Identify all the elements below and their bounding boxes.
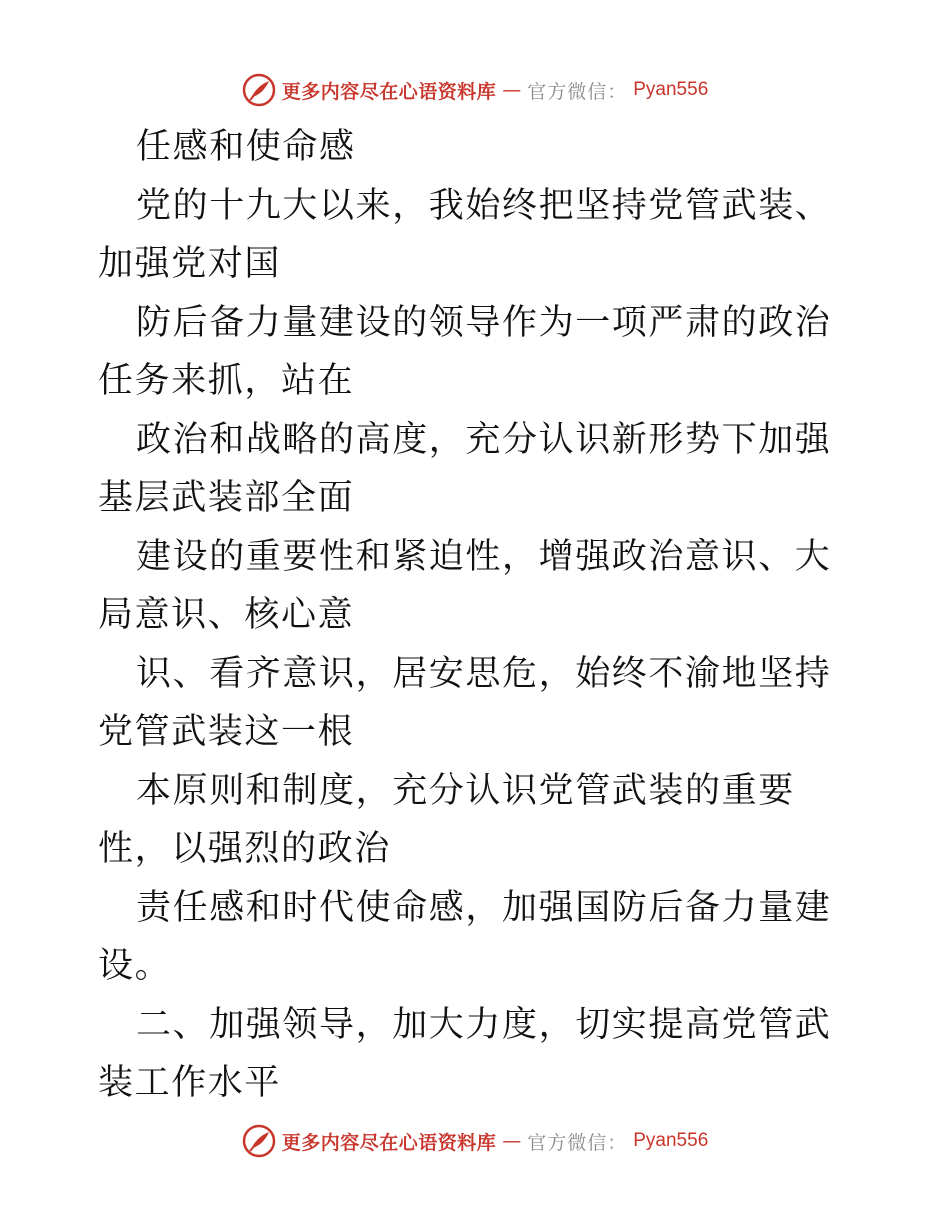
- watermark-brand-text: 更多内容尽在心语资料库: [281, 80, 497, 103]
- paragraph: 建设的重要性和紧迫性，增强政治意识、大局意识、核心意: [98, 536, 832, 635]
- watermark-wechat-id: Pyan556: [633, 1130, 709, 1151]
- document-body: [98, 118, 858, 1113]
- header-watermark: [0, 70, 950, 110]
- paragraph: 防后备力量建设的领导作为一项严肃的政治任务来抓，站在: [98, 302, 832, 401]
- section-heading: 二、加强领导，加大力度，切实提高党管武装工作水平: [98, 1004, 832, 1103]
- watermark-dash: —: [502, 1130, 522, 1152]
- watermark-dash: —: [502, 79, 522, 101]
- paragraph: 识、看齐意识，居安思危，始终不渝地坚持党管武装这一根: [98, 653, 832, 752]
- feather-logo-icon: [242, 73, 276, 107]
- footer-watermark: [0, 1121, 950, 1161]
- paragraph: 党的十九大以来，我始终把坚持党管武装、加强党对国: [98, 185, 832, 284]
- paragraph: 政治和战略的高度，充分认识新形势下加强基层武装部全面: [98, 419, 832, 518]
- watermark-label: 官方微信：: [527, 80, 628, 103]
- paragraph: 责任感和时代使命感，加强国防后备力量建设。: [98, 887, 832, 986]
- feather-logo-icon: [242, 1124, 276, 1158]
- paragraph: 任感和使命感: [136, 127, 356, 167]
- watermark-brand-text: 更多内容尽在心语资料库: [281, 1131, 497, 1154]
- paragraph: 本原则和制度，充分认识党管武装的重要性，以强烈的政治: [98, 770, 795, 869]
- watermark-wechat-id: Pyan556: [633, 79, 709, 100]
- watermark-label: 官方微信：: [527, 1131, 628, 1154]
